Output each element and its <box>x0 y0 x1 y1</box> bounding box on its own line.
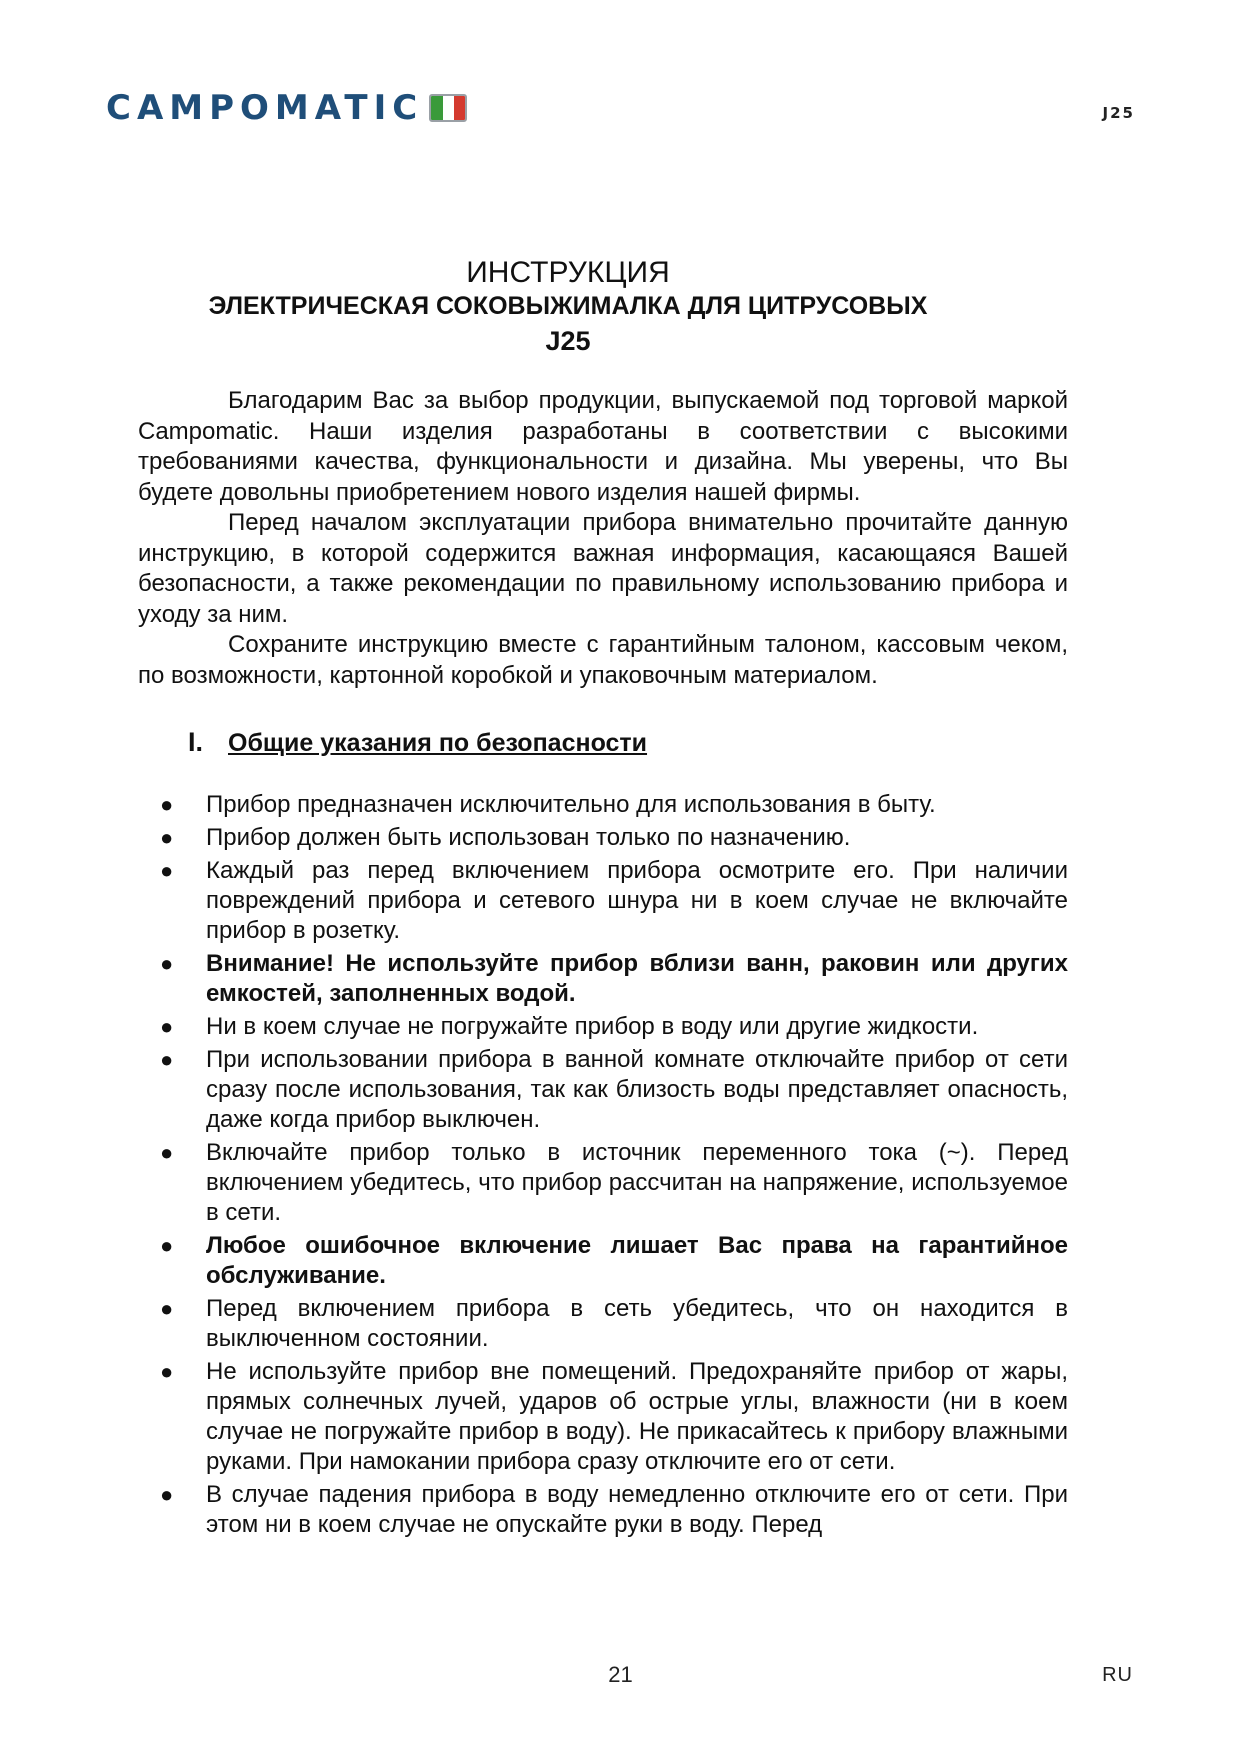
flag-stripe-green <box>431 96 442 120</box>
document-title: ИНСТРУКЦИЯ <box>466 256 670 289</box>
rule-text: Включайте прибор только в источник переменного тока (~). Перед включением убедитесь, что прибор рассчитан на напряжение, используемое в сети. <box>206 1139 1068 1226</box>
list-item <box>138 949 1068 1009</box>
bullet-icon: ● <box>160 858 174 883</box>
rule-text: Любое ошибочное включение лишает Вас права на гарантийное обслуживание. <box>206 1232 1068 1289</box>
bullet-icon: ● <box>160 1014 174 1039</box>
rule-text: Не используйте прибор вне помещений. Предохраняйте прибор от жары, прямых солнечных лучей, ударов об острые углы, влажности (ни в коем случае не погружайте прибор в воду). Не прикасайтесь к прибору влажными руками. При намокании прибора сразу отключите его от сети. <box>206 1358 1068 1475</box>
section-heading <box>188 725 1068 760</box>
intro-paragraph: Сохраните инструкцию вместе с гарантийным талоном, кассовым чеком, по возможности, картонной коробкой и упаковочным материалом. <box>138 631 1068 689</box>
rule-text: Внимание! Не используйте прибор вблизи ванн, раковин или других емкостей, заполненных водой. <box>206 950 1068 1007</box>
intro-paragraph: Благодарим Вас за выбор продукции, выпускаемой под торговой маркой Campomatic. Наши изделия разработаны в соответствии с высокими требованиями качества, функциональности и дизайна. Мы уверены, что Вы будете довольны приобретением нового изделия нашей фирмы. <box>138 387 1068 506</box>
document-subtitle: ЭЛЕКТРИЧЕСКАЯ СОКОВЫЖИМАЛКА ДЛЯ ЦИТРУСОВЫХ <box>208 292 928 320</box>
language-code: RU <box>1102 1664 1133 1686</box>
bullet-icon: ● <box>160 1482 174 1507</box>
bullet-icon: ● <box>160 1140 174 1165</box>
rule-text: Прибор предназначен исключительно для использования в быту. <box>206 791 936 818</box>
bullet-icon: ● <box>160 1233 174 1258</box>
bullet-icon: ● <box>160 1047 174 1072</box>
list-item <box>138 1045 1068 1135</box>
intro-section <box>138 386 1068 691</box>
list-item <box>138 1231 1068 1291</box>
list-item <box>138 1294 1068 1354</box>
rule-text: Ни в коем случае не погружайте прибор в воду или другие жидкости. <box>206 1013 979 1040</box>
title-block <box>0 256 1136 360</box>
section-title: Общие указания по безопасности <box>228 729 648 757</box>
list-item <box>138 1012 1068 1042</box>
flag-stripe-white <box>443 96 454 120</box>
italian-flag-icon <box>429 94 467 122</box>
rule-text: Прибор должен быть использован только по назначению. <box>206 824 851 851</box>
bullet-icon: ● <box>160 1296 174 1321</box>
list-item <box>138 790 1068 820</box>
header-model-code: J25 <box>1102 104 1135 122</box>
bullet-icon: ● <box>160 1359 174 1384</box>
list-item <box>138 1138 1068 1228</box>
list-item <box>138 856 1068 946</box>
list-item <box>138 823 1068 853</box>
list-item <box>138 1357 1068 1477</box>
rule-text: В случае падения прибора в воду немедленно отключите его от сети. При этом ни в коем случае не опускайте руки в воду. Перед <box>206 1481 1068 1538</box>
document-model: J25 <box>545 326 591 356</box>
safety-rules-list <box>138 790 1068 1540</box>
page-content <box>138 386 1068 1543</box>
rule-text: Каждый раз перед включением прибора осмотрите его. При наличии повреждений прибора и сетевого шнура ни в коем случае не включайте прибор в розетку. <box>206 857 1068 944</box>
rule-text: При использовании прибора в ванной комнате отключайте прибор от сети сразу после использования, так как близость воды представляет опасность, даже когда прибор выключен. <box>206 1046 1068 1133</box>
bullet-icon: ● <box>160 951 174 976</box>
page-number: 21 <box>608 1662 633 1687</box>
rule-text: Перед включением прибора в сеть убедитесь, что он находится в выключенном состоянии. <box>206 1295 1068 1352</box>
brand-logo <box>106 88 467 128</box>
brand-name: CAMPOMATIC <box>106 88 424 128</box>
bullet-icon: ● <box>160 792 174 817</box>
flag-stripe-red <box>454 96 465 120</box>
list-item <box>138 1480 1068 1540</box>
section-number: I. <box>188 727 204 757</box>
intro-paragraph: Перед началом эксплуатации прибора внимательно прочитайте данную инструкцию, в которой содержится важная информация, касающаяся Вашей безопасности, а также рекомендации по правильному использованию прибора и уходу за ним. <box>138 509 1068 628</box>
bullet-icon: ● <box>160 825 174 850</box>
